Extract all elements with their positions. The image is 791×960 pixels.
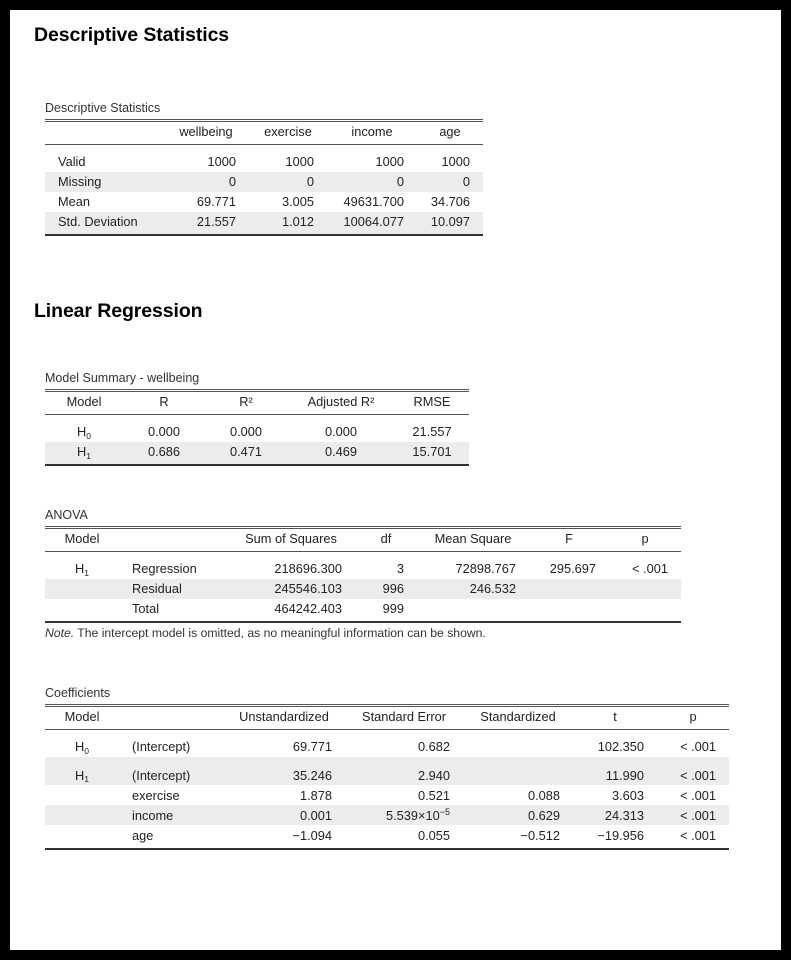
hypothesis-subscript: 0 [84,745,89,756]
descriptives-cell: 3.005 [281,194,314,209]
coefficients-col-header-p: p [657,705,729,730]
anova-row-term: Regression [132,561,197,576]
anova-table-caption: ANOVA [45,508,88,522]
coefficients-table [45,704,729,850]
anova-cell-df: 996 [355,579,417,599]
anova-cell-ms: 72898.767 [455,561,516,576]
coefficients-cell-standardized: 0.088 [527,787,560,803]
descriptives-col-header-exercise: exercise [249,120,327,145]
coefficients-cell-standard-error: 0.521 [417,787,450,803]
coefficients-cell-standard-error: 0.682 [417,739,450,754]
table-row [45,145,483,172]
table-row [45,172,483,192]
anova-row-model [45,552,119,579]
model-summary-col-header-model: Model [45,390,123,415]
descriptives-cell: 0 [163,172,249,192]
coefficients-cell-p: < .001 [657,805,729,825]
model-summary-col-header-adjusted-r-squared: Adjusted R² [287,390,395,415]
document-page [10,10,781,950]
model-summary-row-label [45,415,123,442]
table-row [45,552,681,579]
coefficients-col-header-standardized: Standardized [463,705,573,730]
coefficients-row-model [45,785,119,805]
coefficients-cell-standard-error: 2.940 [345,757,463,786]
coefficients-table-caption: Coefficients [45,686,111,700]
coefficients-cell-p: < .001 [680,739,716,754]
descriptives-col-header-income: income [327,120,417,145]
hypothesis-letter: H [75,767,85,783]
model-summary-cell: 21.557 [412,424,452,439]
descriptives-cell: 34.706 [430,194,470,209]
anova-cell-ss: 218696.300 [274,561,342,576]
table-row [45,579,681,599]
coefficients-row-term: income [119,805,223,825]
coefficients-cell-t: 24.313 [573,805,657,825]
coefficients-cell-p: < .001 [657,757,729,786]
coefficients-col-header-term [119,705,223,730]
model-summary-cell: 0.686 [123,442,205,466]
table-row [45,415,469,442]
anova-cell-f [529,599,609,623]
anova-col-header-term [119,527,227,552]
descriptives-cell: 69.771 [196,194,236,209]
anova-cell-p: < .001 [632,561,668,576]
anova-cell-ms [417,599,529,623]
hypothesis-subscript: 1 [84,567,89,578]
table-row [45,730,729,757]
anova-row-model [45,599,119,623]
model-summary-row-label [45,442,123,466]
descriptives-cell: 21.557 [163,212,249,236]
table-row [45,805,729,825]
scientific-exponent: −5 [439,806,450,817]
descriptives-cell: 1.012 [249,212,327,236]
coefficients-col-header-model: Model [45,705,119,730]
coefficients-cell-t: −19.956 [573,825,657,849]
table-row [45,757,729,786]
scientific-mantissa: 5.539×10 [386,807,440,823]
anova-cell-p [609,579,681,599]
coefficients-col-header-t: t [573,705,657,730]
page-title-linear-regression: Linear Regression [34,300,203,322]
table-row [45,442,469,466]
anova-row-model [45,579,119,599]
descriptives-cell: 0 [327,172,417,192]
descriptives-cell: 0 [417,172,483,192]
coefficients-cell-unstandardized: −1.094 [223,825,345,849]
anova-col-header-mean-square: Mean Square [417,527,529,552]
descriptives-col-header-wellbeing: wellbeing [163,120,249,145]
anova-note [45,626,759,640]
anova-note-text: The intercept model is omitted, as no meaningful information can be shown. [74,626,486,640]
hypothesis-subscript: 1 [86,450,91,461]
model-summary-cell: 0.000 [229,424,263,439]
coefficients-cell-standardized [463,730,573,757]
anova-table [45,526,681,623]
table-row [45,192,483,212]
descriptives-row-label: Mean [58,194,91,209]
hypothesis-letter: H [75,739,85,754]
descriptives-cell: 1000 [375,154,404,169]
coefficients-row-model [45,757,119,786]
coefficients-row-term: age [119,825,223,849]
anova-row-term: Residual [119,579,227,599]
table-row [45,599,681,623]
descriptives-table-caption: Descriptive Statistics [45,101,161,115]
model-summary-cell: 0.469 [287,442,395,466]
coefficients-cell-unstandardized: 1.878 [299,787,332,803]
model-summary-col-header-r-squared: R² [205,390,287,415]
coefficients-cell-t: 11.990 [573,757,657,786]
coefficients-row-model [45,730,119,757]
coefficients-cell-standard-error: 0.055 [345,825,463,849]
coefficients-cell-t: 102.350 [597,739,644,754]
descriptives-cell: 1000 [207,154,236,169]
coefficients-cell-standardized: 0.629 [463,805,573,825]
coefficients-row-model [45,805,119,825]
model-summary-col-header-rmse: RMSE [395,390,469,415]
anova-cell-df: 3 [396,561,404,576]
coefficients-cell-unstandardized: 35.246 [223,757,345,786]
table-row [45,825,729,849]
anova-cell-df: 999 [355,599,417,623]
anova-cell-f [529,579,609,599]
descriptives-row-label: Missing [45,172,163,192]
descriptives-col-header-blank [45,120,163,145]
coefficients-row-model [45,825,119,849]
anova-col-header-model: Model [45,527,119,552]
hypothesis-letter: H [77,424,87,439]
coefficients-row-term: exercise [132,787,180,803]
coefficients-cell-standard-error [345,805,463,825]
descriptives-cell: 10.097 [417,212,483,236]
hypothesis-subscript: 0 [86,430,91,441]
model-summary-cell: 0.000 [147,424,181,439]
descriptives-cell: 0 [249,172,327,192]
model-summary-col-header-r: R [123,390,205,415]
hypothesis-subscript: 1 [84,774,89,784]
model-summary-table-caption: Model Summary - wellbeing [45,371,200,385]
descriptives-table [45,119,483,236]
descriptives-cell: 49631.700 [343,194,404,209]
hypothesis-letter: H [75,561,85,576]
descriptives-cell: 1000 [285,154,314,169]
descriptives-cell: 1000 [441,154,470,169]
coefficients-row-term: (Intercept) [132,739,191,754]
coefficients-col-header-unstandardized: Unstandardized [223,705,345,730]
anova-cell-f: 295.697 [549,561,596,576]
anova-col-header-df: df [355,527,417,552]
page-title-descriptive-statistics: Descriptive Statistics [34,24,230,46]
table-row [45,785,729,805]
anova-col-header-sum-of-squares: Sum of Squares [227,527,355,552]
descriptives-row-label: Std. Deviation [45,212,163,236]
table-row [45,212,483,236]
coefficients-cell-standardized: −0.512 [463,825,573,849]
coefficients-cell-unstandardized: 0.001 [223,805,345,825]
coefficients-col-header-standard-error: Standard Error [345,705,463,730]
coefficients-row-term: (Intercept) [119,757,223,786]
model-summary-cell: 0.000 [324,424,358,439]
model-summary-cell: 0.471 [205,442,287,466]
coefficients-cell-unstandardized: 69.771 [292,739,332,754]
anova-col-header-p: p [609,527,681,552]
anova-col-header-f: F [529,527,609,552]
anova-cell-p [609,599,681,623]
anova-cell-ss: 464242.403 [227,599,355,623]
descriptives-cell: 10064.077 [327,212,417,236]
coefficients-cell-p: < .001 [680,787,716,803]
anova-row-term: Total [119,599,227,623]
model-summary-cell: 15.701 [395,442,469,466]
anova-cell-ss: 245546.103 [227,579,355,599]
hypothesis-letter: H [77,444,87,459]
anova-note-prefix: Note. [45,626,75,640]
coefficients-cell-t: 3.603 [611,787,644,803]
descriptives-row-label: Valid [58,154,86,169]
descriptives-col-header-age: age [417,120,483,145]
coefficients-cell-standardized [463,757,573,786]
anova-cell-ms: 246.532 [417,579,529,599]
coefficients-cell-p: < .001 [657,825,729,849]
model-summary-table [45,389,469,466]
